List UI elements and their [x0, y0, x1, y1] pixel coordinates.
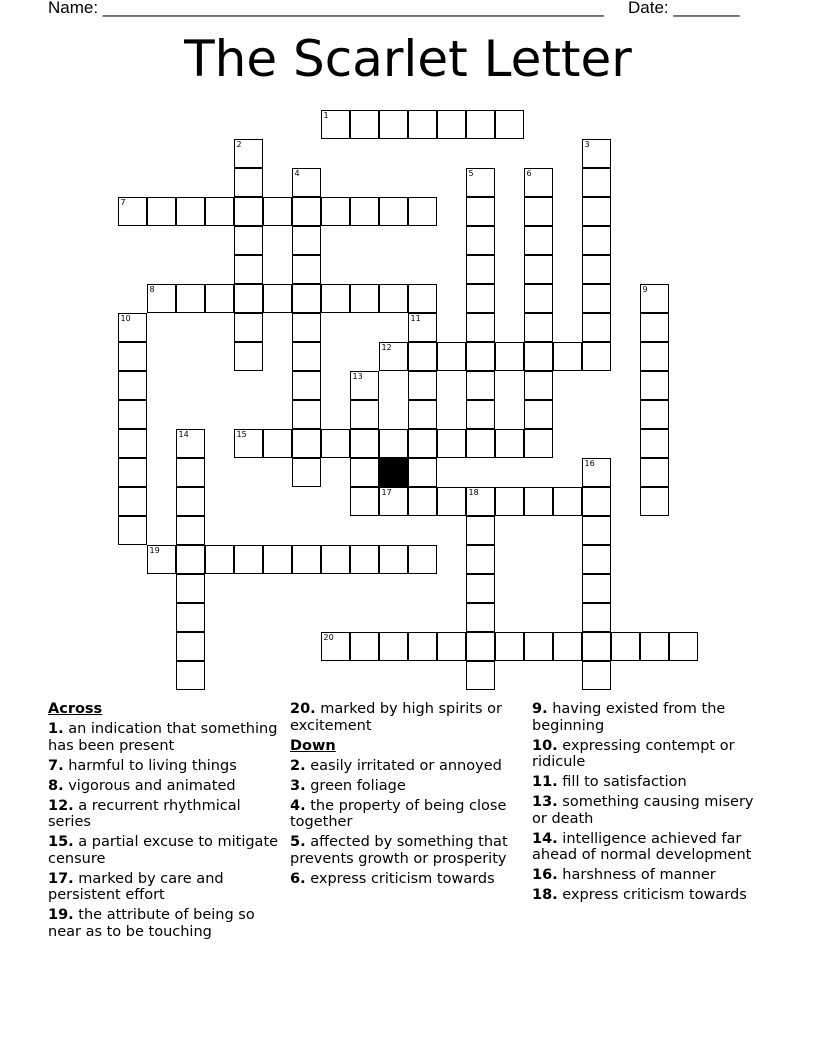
grid-cell[interactable] — [495, 110, 524, 139]
grid-cell[interactable] — [524, 429, 553, 458]
grid-cell[interactable] — [495, 632, 524, 661]
grid-cell[interactable] — [524, 487, 553, 516]
grid-cell[interactable] — [350, 632, 379, 661]
grid-cell[interactable] — [437, 110, 466, 139]
grid-cell[interactable] — [379, 110, 408, 139]
across-clue — [290, 701, 522, 734]
clue-number-label: 2 — [236, 140, 242, 149]
grid-cell[interactable] — [350, 487, 379, 516]
clue-number-label: 10 — [120, 314, 131, 323]
grid-cell[interactable] — [437, 487, 466, 516]
grid-cell[interactable] — [408, 429, 437, 458]
grid-cell[interactable] — [408, 545, 437, 574]
clue-number: 3. — [290, 777, 306, 794]
grid-cell[interactable] — [582, 632, 611, 661]
clue-number: 10. — [532, 737, 558, 754]
clue-text: having existed from the beginning — [532, 701, 726, 734]
grid-cell[interactable] — [640, 400, 669, 429]
clue-text: affected by something that prevents growth or prosperity — [290, 834, 508, 867]
grid-cell[interactable] — [582, 603, 611, 632]
clue-number: 18. — [532, 887, 558, 903]
grid-cell[interactable] — [408, 342, 437, 371]
across-clue — [48, 798, 280, 831]
grid-cell[interactable] — [292, 197, 321, 226]
grid-cell[interactable] — [466, 487, 495, 516]
grid-cell[interactable] — [495, 342, 524, 371]
grid-cell[interactable] — [437, 429, 466, 458]
clue-number: 12. — [48, 797, 74, 814]
clue-number: 14. — [532, 830, 558, 847]
grid-cell[interactable] — [118, 516, 147, 545]
grid-cell[interactable] — [466, 574, 495, 603]
grid-cell[interactable] — [147, 545, 176, 574]
grid-cell[interactable] — [408, 400, 437, 429]
grid-cell[interactable] — [640, 371, 669, 400]
grid-cell[interactable] — [408, 110, 437, 139]
grid-cell[interactable] — [553, 487, 582, 516]
clue-number: 4. — [290, 797, 306, 814]
date-field[interactable]: Date: _______ — [628, 0, 740, 17]
grid-cell[interactable] — [524, 400, 553, 429]
grid-cell[interactable] — [408, 487, 437, 516]
grid-cell[interactable] — [321, 632, 350, 661]
grid-cell[interactable] — [582, 545, 611, 574]
grid-cell[interactable] — [118, 400, 147, 429]
grid-cell[interactable] — [176, 516, 205, 545]
down-clue — [290, 834, 522, 867]
clue-number-label: 4 — [294, 169, 300, 178]
clue-text: an indication that something has been present — [48, 721, 278, 754]
grid-cell[interactable] — [553, 342, 582, 371]
grid-cell[interactable] — [611, 632, 640, 661]
grid-cell[interactable] — [176, 197, 205, 226]
clue-number: 9. — [532, 701, 548, 717]
clue-number-label: 20 — [323, 633, 334, 642]
grid-cell[interactable] — [582, 313, 611, 342]
down-clue — [290, 798, 522, 831]
grid-cell[interactable] — [292, 168, 321, 197]
grid-cell[interactable] — [466, 661, 495, 690]
grid-cell[interactable] — [524, 342, 553, 371]
grid-cell[interactable] — [292, 545, 321, 574]
grid-cell[interactable] — [524, 632, 553, 661]
grid-cell[interactable] — [350, 284, 379, 313]
clue-number-label: 16 — [584, 459, 595, 468]
grid-cell[interactable] — [466, 371, 495, 400]
grid-cell[interactable] — [350, 458, 379, 487]
grid-cell[interactable] — [118, 371, 147, 400]
grid-cell[interactable] — [408, 632, 437, 661]
grid-cell[interactable] — [263, 545, 292, 574]
grid-cell[interactable] — [176, 574, 205, 603]
grid-cell[interactable] — [321, 429, 350, 458]
down-clue — [532, 701, 772, 734]
clue-number: 17. — [48, 870, 74, 887]
grid-cell[interactable] — [582, 226, 611, 255]
grid-cell[interactable] — [379, 429, 408, 458]
grid-cell[interactable] — [292, 284, 321, 313]
grid-cell[interactable] — [350, 197, 379, 226]
grid-cell[interactable] — [495, 429, 524, 458]
grid-cell[interactable] — [466, 342, 495, 371]
grid-cell[interactable] — [524, 226, 553, 255]
grid-cell[interactable] — [176, 661, 205, 690]
grid-cell[interactable] — [466, 168, 495, 197]
name-field[interactable]: Name: _____________________________________________________ — [48, 0, 604, 17]
grid-cell[interactable] — [321, 284, 350, 313]
clue-number: 13. — [532, 794, 558, 810]
grid-cell[interactable] — [437, 632, 466, 661]
grid-cell[interactable] — [640, 632, 669, 661]
clue-number: 2. — [290, 757, 306, 774]
clue-number: 1. — [48, 721, 64, 737]
clue-number-label: 3 — [584, 140, 590, 149]
grid-cell[interactable] — [408, 313, 437, 342]
clue-text: the property of being close together — [290, 797, 507, 830]
clue-text: vigorous and animated — [68, 777, 236, 794]
grid-cell[interactable] — [176, 487, 205, 516]
grid-cell[interactable] — [466, 313, 495, 342]
grid-cell[interactable] — [118, 313, 147, 342]
grid-cell[interactable] — [524, 313, 553, 342]
grid-cell[interactable] — [437, 342, 466, 371]
clue-number: 19. — [48, 907, 74, 923]
grid-cell[interactable] — [234, 255, 263, 284]
grid-cell[interactable] — [466, 603, 495, 632]
grid-cell[interactable] — [466, 516, 495, 545]
clues-column-3 — [532, 701, 772, 907]
clue-text: intelligence achieved far ahead of normal development — [532, 830, 752, 863]
grid-cell[interactable] — [176, 632, 205, 661]
grid-cell[interactable] — [466, 197, 495, 226]
grid-cell[interactable] — [176, 429, 205, 458]
grid-cell[interactable] — [321, 545, 350, 574]
clue-text: marked by high spirits or excitement — [290, 701, 502, 734]
grid-cell[interactable] — [292, 400, 321, 429]
grid-cell[interactable] — [118, 487, 147, 516]
grid-cell[interactable] — [292, 458, 321, 487]
clue-text: express criticism towards — [562, 887, 747, 903]
clue-number-label: 8 — [149, 285, 155, 294]
clues-column-2 — [290, 701, 522, 891]
grid-cell[interactable] — [350, 110, 379, 139]
clue-number-label: 17 — [381, 488, 392, 497]
grid-cell[interactable] — [118, 342, 147, 371]
clue-number-label: 14 — [178, 430, 189, 439]
grid-cell[interactable] — [321, 110, 350, 139]
clue-text: a recurrent rhythmical series — [48, 797, 241, 830]
grid-cell[interactable] — [466, 226, 495, 255]
clue-number: 8. — [48, 777, 64, 794]
block-cell — [379, 458, 408, 487]
grid-cell[interactable] — [582, 197, 611, 226]
clue-text: a partial excuse to mitigate censure — [48, 834, 279, 867]
clue-text: marked by care and persistent effort — [48, 870, 224, 903]
across-clue — [48, 721, 280, 754]
grid-cell[interactable] — [263, 284, 292, 313]
grid-cell[interactable] — [234, 168, 263, 197]
down-clue — [532, 831, 772, 864]
grid-cell[interactable] — [147, 284, 176, 313]
clue-number-label: 9 — [642, 285, 648, 294]
clue-text: green foliage — [310, 777, 406, 794]
across-clue — [48, 907, 280, 940]
grid-cell[interactable] — [466, 284, 495, 313]
across-clue — [48, 834, 280, 867]
grid-cell[interactable] — [234, 429, 263, 458]
clue-number: 20. — [290, 701, 316, 717]
grid-cell[interactable] — [553, 632, 582, 661]
clue-number: 11. — [532, 774, 558, 790]
across-heading: Across — [48, 701, 103, 717]
clue-number-label: 13 — [352, 372, 363, 381]
grid-cell[interactable] — [350, 400, 379, 429]
grid-cell[interactable] — [176, 284, 205, 313]
grid-cell[interactable] — [234, 545, 263, 574]
grid-cell[interactable] — [582, 661, 611, 690]
grid-cell[interactable] — [350, 371, 379, 400]
grid-cell[interactable] — [524, 284, 553, 313]
down-heading: Down — [290, 737, 336, 754]
grid-cell[interactable] — [234, 197, 263, 226]
grid-cell[interactable] — [176, 458, 205, 487]
clue-number-label: 19 — [149, 546, 160, 555]
grid-cell[interactable] — [640, 458, 669, 487]
grid-cell[interactable] — [147, 197, 176, 226]
grid-cell[interactable] — [118, 429, 147, 458]
grid-cell[interactable] — [524, 197, 553, 226]
down-clue — [532, 887, 772, 904]
grid-cell[interactable] — [118, 458, 147, 487]
down-clue — [532, 867, 772, 884]
grid-cell[interactable] — [350, 545, 379, 574]
grid-cell[interactable] — [582, 139, 611, 168]
clue-text: harmful to living things — [68, 757, 237, 774]
grid-cell[interactable] — [292, 371, 321, 400]
grid-cell[interactable] — [321, 197, 350, 226]
clue-text: fill to satisfaction — [562, 774, 687, 790]
down-clue — [532, 774, 772, 791]
grid-cell[interactable] — [205, 545, 234, 574]
grid-cell[interactable] — [234, 342, 263, 371]
grid-cell[interactable] — [205, 284, 234, 313]
grid-cell[interactable] — [640, 313, 669, 342]
grid-cell[interactable] — [408, 371, 437, 400]
across-clue — [48, 778, 280, 795]
clue-number-label: 6 — [526, 169, 532, 178]
clues-column-1 — [48, 701, 280, 944]
clue-number-label: 7 — [120, 198, 126, 207]
grid-cell[interactable] — [234, 284, 263, 313]
grid-cell[interactable] — [379, 284, 408, 313]
grid-cell[interactable] — [234, 313, 263, 342]
grid-cell[interactable] — [234, 226, 263, 255]
clue-number: 15. — [48, 834, 74, 850]
grid-cell[interactable] — [350, 429, 379, 458]
grid-cell[interactable] — [582, 342, 611, 371]
grid-cell[interactable] — [176, 545, 205, 574]
grid-cell[interactable] — [292, 255, 321, 284]
grid-cell[interactable] — [292, 226, 321, 255]
clue-number-label: 5 — [468, 169, 474, 178]
grid-cell[interactable] — [669, 632, 698, 661]
grid-cell[interactable] — [234, 139, 263, 168]
grid-cell[interactable] — [524, 168, 553, 197]
grid-cell[interactable] — [640, 284, 669, 313]
grid-cell[interactable] — [408, 458, 437, 487]
across-clue — [48, 871, 280, 904]
grid-cell[interactable] — [582, 255, 611, 284]
grid-cell[interactable] — [640, 487, 669, 516]
grid-cell[interactable] — [582, 168, 611, 197]
clue-text: something causing misery or death — [532, 794, 754, 827]
grid-cell[interactable] — [379, 545, 408, 574]
down-clue — [532, 794, 772, 827]
grid-cell[interactable] — [582, 284, 611, 313]
grid-cell[interactable] — [379, 342, 408, 371]
grid-cell[interactable] — [582, 574, 611, 603]
grid-cell[interactable] — [524, 255, 553, 284]
page-title: The Scarlet Letter — [184, 30, 632, 88]
grid-cell[interactable] — [466, 400, 495, 429]
clue-number: 5. — [290, 834, 306, 850]
grid-cell[interactable] — [466, 429, 495, 458]
clue-number: 16. — [532, 867, 558, 883]
clue-number-label: 1 — [323, 111, 329, 120]
down-clue — [532, 738, 772, 771]
clue-text: the attribute of being so near as to be touching — [48, 907, 255, 940]
clue-number-label: 12 — [381, 343, 392, 352]
grid-cell[interactable] — [292, 429, 321, 458]
grid-cell[interactable] — [466, 255, 495, 284]
grid-cell[interactable] — [640, 342, 669, 371]
clue-text: easily irritated or annoyed — [310, 757, 502, 774]
grid-cell[interactable] — [263, 197, 292, 226]
clue-text: expressing contempt or ridicule — [532, 737, 735, 770]
grid-cell[interactable] — [408, 197, 437, 226]
grid-cell[interactable] — [263, 429, 292, 458]
down-clue — [290, 871, 522, 888]
grid-cell[interactable] — [379, 487, 408, 516]
grid-cell[interactable] — [176, 603, 205, 632]
down-clue — [290, 758, 522, 775]
grid-cell[interactable] — [582, 516, 611, 545]
clue-number: 7. — [48, 757, 64, 774]
grid-cell[interactable] — [379, 197, 408, 226]
clue-number: 6. — [290, 870, 306, 887]
grid-cell[interactable] — [582, 458, 611, 487]
grid-cell[interactable] — [379, 632, 408, 661]
grid-cell[interactable] — [466, 545, 495, 574]
clue-number-label: 18 — [468, 488, 479, 497]
clue-text: harshness of manner — [562, 867, 716, 883]
grid-cell[interactable] — [466, 632, 495, 661]
clue-text: express criticism towards — [310, 870, 495, 887]
across-clue — [48, 758, 280, 775]
clue-number-label: 15 — [236, 430, 247, 439]
grid-cell[interactable] — [466, 110, 495, 139]
grid-cell[interactable] — [408, 284, 437, 313]
clue-number-label: 11 — [410, 314, 421, 323]
grid-cell[interactable] — [524, 371, 553, 400]
down-clue — [290, 778, 522, 795]
grid-cell[interactable] — [582, 487, 611, 516]
grid-cell[interactable] — [292, 313, 321, 342]
grid-cell[interactable] — [118, 197, 147, 226]
grid-cell[interactable] — [640, 429, 669, 458]
grid-cell[interactable] — [495, 487, 524, 516]
grid-cell[interactable] — [292, 342, 321, 371]
grid-cell[interactable] — [205, 197, 234, 226]
